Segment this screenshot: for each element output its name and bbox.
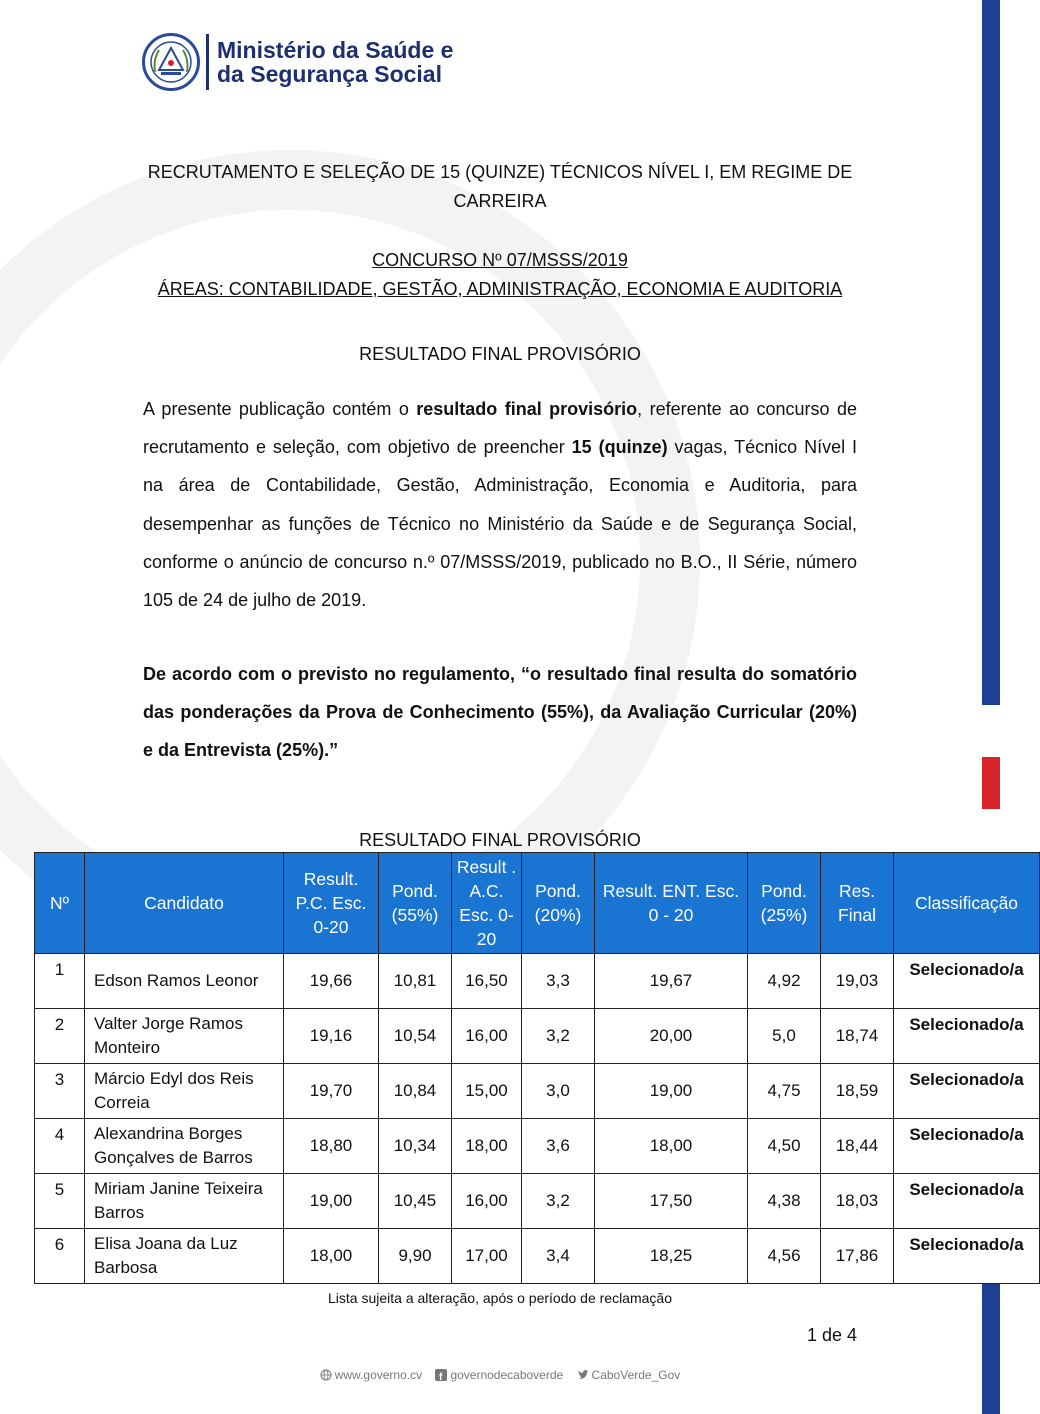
footer-twitter-text: CaboVerde_Gov <box>591 1368 681 1382</box>
intro-text-1: A presente publicação contém o <box>143 399 417 419</box>
intro-text-2: , referente ao concurso de recrutamento e seleção, com objetivo de preencher <box>143 399 857 458</box>
cell-ent-weight: 4,56 <box>748 1229 821 1284</box>
cell-ac-weight: 3,3 <box>522 954 595 1009</box>
cell-candidate: Edson Ramos Leonor <box>85 954 284 1009</box>
table-title: RESULTADO FINAL PROVISÓRIO <box>359 830 641 850</box>
intro-text-bold-2: 15 (quinze) <box>571 437 668 458</box>
cell-ac-result: 15,00 <box>452 1064 522 1119</box>
cell-candidate: Elisa Joana da Luz Barbosa <box>85 1229 284 1284</box>
cell-final: 19,03 <box>821 954 894 1009</box>
cell-classification: Selecionado/a <box>894 1064 1040 1119</box>
cell-ent-result: 20,00 <box>595 1009 748 1064</box>
document-title: RECRUTAMENTO E SELEÇÃO DE 15 (QUINZE) TÉCNICOS NÍVEL I, EM REGIME DE CARREIRA <box>147 162 853 211</box>
cell-ent-weight: 4,50 <box>748 1119 821 1174</box>
cell-number: 5 <box>35 1174 85 1229</box>
cell-candidate: Miriam Janine Teixeira Barros <box>85 1174 284 1229</box>
cell-ac-weight: 3,0 <box>522 1064 595 1119</box>
cell-pc-result: 19,00 <box>284 1174 379 1229</box>
cell-pc-result: 18,00 <box>284 1229 379 1284</box>
ministry-name <box>217 38 453 86</box>
results-table <box>34 852 1040 1284</box>
globe-icon <box>320 1369 332 1381</box>
cell-candidate: Alexandrina Borges Gonçalves de Barros <box>85 1119 284 1174</box>
cell-ent-result: 19,00 <box>595 1064 748 1119</box>
svg-text:f: f <box>439 1372 443 1383</box>
footnote: Lista sujeita a alteração, após o período de reclamação <box>328 1290 672 1306</box>
cell-ent-weight: 5,0 <box>748 1009 821 1064</box>
cell-pc-weight: 10,81 <box>379 954 452 1009</box>
cell-number: 2 <box>35 1009 85 1064</box>
col-header-final: Res. Final <box>821 853 894 954</box>
col-header-number: Nº <box>35 853 85 954</box>
cell-ac-result: 16,50 <box>452 954 522 1009</box>
table-row <box>35 954 1040 1009</box>
intro-text-3: vagas, Técnico Nível I na área de Contabilidade, Gestão, Administração, Economia e Auditoria, para desempenhar as funções de Técnico no Ministério da Saúde e de Segurança Social, conforme o anúncio de concurso n.º 07/MSSS/2019, publicado no B.O., II Série, número 105 de 24 de julho de 2019. <box>143 437 858 611</box>
cell-number: 3 <box>35 1064 85 1119</box>
logo-divider <box>206 34 209 90</box>
cell-ac-result: 16,00 <box>452 1174 522 1229</box>
cell-ent-result: 18,25 <box>595 1229 748 1284</box>
cell-candidate: Valter Jorge Ramos Monteiro <box>85 1009 284 1064</box>
cell-ent-weight: 4,75 <box>748 1064 821 1119</box>
col-header-ent-weight: Pond. (25%) <box>748 853 821 954</box>
cell-classification: Selecionado/a <box>894 1009 1040 1064</box>
cell-pc-weight: 10,34 <box>379 1119 452 1174</box>
concurso-areas: ÁREAS: CONTABILIDADE, GESTÃO, ADMINISTRAÇÃO, ECONOMIA E AUDITORIA <box>157 279 843 299</box>
cell-pc-result: 19,70 <box>284 1064 379 1119</box>
col-header-classification: Classificação <box>894 853 1040 954</box>
footer-facebook[interactable] <box>435 1368 566 1382</box>
side-bar-blue-top <box>982 0 1000 705</box>
cell-classification: Selecionado/a <box>894 1174 1040 1229</box>
footer-facebook-text: governodecaboverde <box>450 1368 564 1382</box>
intro-text-bold-1: resultado final provisório <box>416 399 638 419</box>
cell-classification: Selecionado/a <box>894 954 1040 1009</box>
ministry-name-line1: Ministério da Saúde e <box>217 37 454 63</box>
cell-candidate: Márcio Edyl dos Reis Correia <box>85 1064 284 1119</box>
cell-final: 18,59 <box>821 1064 894 1119</box>
table-row <box>35 1174 1040 1229</box>
cell-number: 1 <box>35 954 85 1009</box>
intro-paragraph <box>143 390 857 619</box>
concurso-number: CONCURSO Nº 07/MSSS/2019 <box>372 250 628 270</box>
result-heading: RESULTADO FINAL PROVISÓRIO <box>359 344 641 364</box>
cell-final: 18,74 <box>821 1009 894 1064</box>
table-header-row <box>35 853 1040 954</box>
cell-ac-result: 17,00 <box>452 1229 522 1284</box>
cell-classification: Selecionado/a <box>894 1119 1040 1174</box>
cell-ac-weight: 3,6 <box>522 1119 595 1174</box>
cell-ac-weight: 3,2 <box>522 1009 595 1064</box>
cell-pc-result: 19,16 <box>284 1009 379 1064</box>
cell-final: 17,86 <box>821 1229 894 1284</box>
cell-number: 6 <box>35 1229 85 1284</box>
regulation-paragraph: De acordo com o previsto no regulamento, “o resultado final resulta do somatório das ponderações da Prova de Conhecimento (55%), da Avaliação Curricular (20%) e da Entrevista (25%).” <box>143 664 857 761</box>
facebook-icon <box>435 1369 447 1381</box>
cell-pc-result: 19,66 <box>284 954 379 1009</box>
coat-of-arms-icon <box>142 33 200 91</box>
col-header-ac-weight: Pond. (20%) <box>522 853 595 954</box>
cell-ac-weight: 3,2 <box>522 1174 595 1229</box>
cell-pc-weight: 10,54 <box>379 1009 452 1064</box>
cell-ent-result: 18,00 <box>595 1119 748 1174</box>
footer-website-text: www.governo.cv <box>334 1368 423 1382</box>
cell-ent-weight: 4,92 <box>748 954 821 1009</box>
table-row <box>35 1119 1040 1174</box>
cell-ac-weight: 3,4 <box>522 1229 595 1284</box>
cell-pc-weight: 9,90 <box>379 1229 452 1284</box>
concurso-block <box>143 246 857 304</box>
col-header-pc-weight: Pond. (55%) <box>379 853 452 954</box>
footer-links <box>0 1368 1000 1382</box>
cell-number: 4 <box>35 1119 85 1174</box>
cell-ent-result: 19,67 <box>595 954 748 1009</box>
table-row <box>35 1229 1040 1284</box>
ministry-logo <box>142 33 453 91</box>
cell-ac-result: 18,00 <box>452 1119 522 1174</box>
twitter-icon <box>577 1369 589 1381</box>
col-header-ac-result: Result . A.C. Esc. 0-20 <box>452 853 522 954</box>
cell-ent-weight: 4,38 <box>748 1174 821 1229</box>
col-header-pc-result: Result. P.C. Esc. 0-20 <box>284 853 379 954</box>
cell-pc-weight: 10,84 <box>379 1064 452 1119</box>
table-row <box>35 1009 1040 1064</box>
cell-ent-result: 17,50 <box>595 1174 748 1229</box>
page-number: 1 de 4 <box>806 1325 857 1345</box>
cell-final: 18,03 <box>821 1174 894 1229</box>
footer-twitter[interactable] <box>577 1368 681 1382</box>
table-row <box>35 1064 1040 1119</box>
col-header-candidate: Candidato <box>85 853 284 954</box>
cell-pc-weight: 10,45 <box>379 1174 452 1229</box>
ministry-name-line2: da Segurança Social <box>217 61 442 87</box>
cell-pc-result: 18,80 <box>284 1119 379 1174</box>
cell-final: 18,44 <box>821 1119 894 1174</box>
col-header-ent-result: Result. ENT. Esc. 0 - 20 <box>595 853 748 954</box>
footer-website[interactable] <box>320 1368 426 1382</box>
cell-ac-result: 16,00 <box>452 1009 522 1064</box>
cell-classification: Selecionado/a <box>894 1229 1040 1284</box>
side-bar-red <box>982 757 1000 809</box>
